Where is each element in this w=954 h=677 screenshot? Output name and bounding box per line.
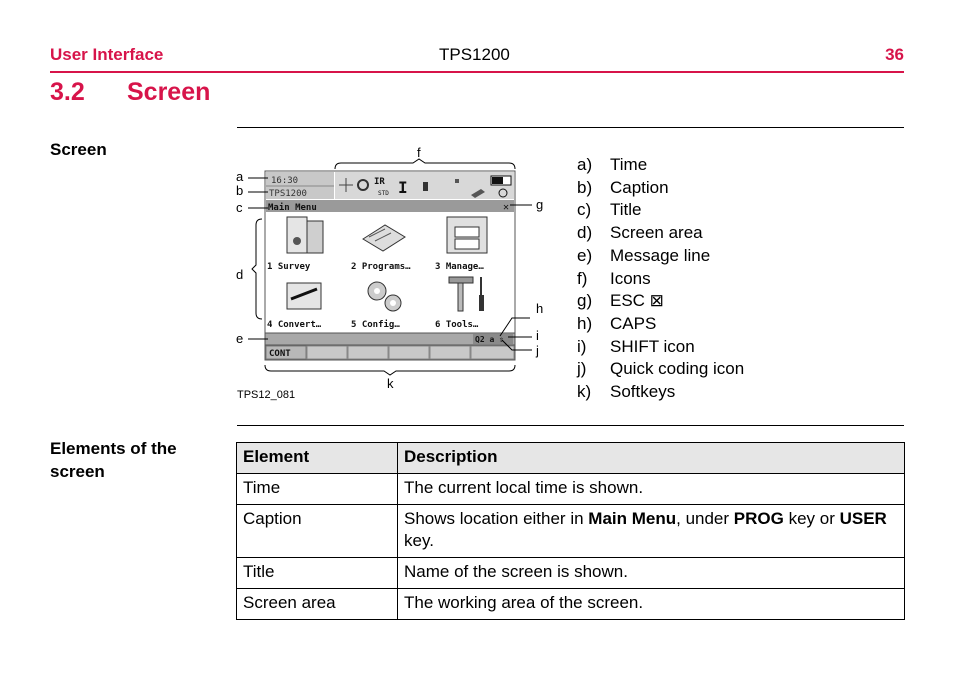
side-heading-elements: Elements of the screen: [50, 439, 177, 481]
legend-item: e) Message line: [577, 245, 711, 265]
callout-g: g: [536, 197, 544, 212]
running-header-section: User Interface: [50, 45, 164, 64]
side-heading-screen: Screen: [50, 140, 107, 159]
screen-caption: TPS1200: [269, 189, 307, 199]
softkey-3: [348, 346, 388, 359]
callout-c: c: [236, 200, 243, 215]
legend-item: b) Caption: [577, 177, 669, 197]
menu-item-4: 4 Convert…: [267, 320, 322, 330]
screen-time: 16:30: [271, 176, 299, 186]
legend-item: c) Title: [577, 200, 642, 220]
esc-icon: ✕: [503, 202, 510, 213]
svg-text:CONT: CONT: [269, 349, 291, 359]
legend-item: d) Screen area: [577, 223, 703, 243]
running-header-product: TPS1200: [439, 45, 510, 64]
legend-item: h) CAPS: [577, 313, 657, 333]
message-status: Q2 a ⇧: [475, 335, 504, 344]
screen-diagram: [230, 143, 544, 391]
table-row: [237, 505, 905, 558]
section-title: Screen: [127, 78, 211, 106]
battery-small-icon: [423, 182, 428, 191]
cell-element: Title: [237, 558, 398, 589]
column-header-description: Description: [398, 443, 905, 474]
softkey-bar: [265, 345, 515, 360]
legend-item: j) Quick coding icon: [577, 359, 745, 379]
table-row: [237, 558, 905, 589]
legend-item: k) Softkeys: [577, 382, 676, 402]
column-header-element: Element: [237, 443, 398, 474]
manage-icon: [447, 217, 487, 253]
screen-title: Main Menu: [268, 203, 317, 213]
softkey-4: [389, 346, 429, 359]
legend-item: i) SHIFT icon: [577, 336, 695, 356]
survey-icon: [287, 217, 323, 253]
table-header-row: [237, 443, 905, 474]
status-std: STD: [378, 190, 389, 197]
legend-list: [577, 154, 744, 404]
cell-description: The current local time is shown.: [398, 474, 905, 505]
callout-h: h: [536, 301, 544, 316]
callout-i: i: [536, 328, 539, 343]
softkey-5: [430, 346, 470, 359]
message-line: [265, 333, 515, 345]
section-divider: [237, 425, 904, 426]
header-rule: [50, 71, 904, 73]
callout-j: j: [536, 343, 539, 358]
menu-item-6: 6 Tools…: [435, 320, 479, 330]
legend-item: g) ESC ⊠: [577, 291, 664, 311]
cell-description: The working area of the screen.: [398, 589, 905, 620]
elements-table: [236, 442, 905, 620]
menu-item-2: 2 Programs…: [351, 262, 411, 272]
cell-element: Screen area: [237, 589, 398, 620]
callout-k: k: [387, 376, 394, 391]
callout-d: d: [236, 267, 244, 282]
callout-f: f: [417, 145, 421, 160]
convert-icon: [287, 283, 321, 309]
menu-item-3: 3 Manage…: [435, 262, 484, 272]
section-number: 3.2: [50, 78, 85, 106]
menu-item-1: 1 Survey: [267, 262, 311, 272]
menu-item-5: 5 Config…: [351, 320, 400, 330]
figure-caption: TPS12_081: [237, 389, 296, 401]
softkey-2: [307, 346, 347, 359]
callout-a: a: [236, 169, 244, 184]
callout-e: e: [236, 331, 244, 346]
softkey-6: [471, 346, 514, 359]
table-row: [237, 589, 905, 620]
cell-element: Time: [237, 474, 398, 505]
device-screen: [265, 171, 515, 337]
callout-b: b: [236, 183, 244, 198]
legend-item: a) Time: [577, 155, 648, 174]
section-divider: [237, 127, 904, 128]
legend-item: f) Icons: [577, 268, 651, 288]
cursor-i-icon: I: [398, 178, 408, 197]
page-number: 36: [885, 45, 904, 64]
cell-element: Caption: [237, 505, 398, 558]
memory-icon: [455, 179, 459, 183]
cell-description: Shows location either in Main Menu, under PROG key or USER key.: [398, 505, 905, 558]
cell-description: Name of the screen is shown.: [398, 558, 905, 589]
softkey-cont: [266, 346, 306, 359]
status-ir: IR: [374, 177, 385, 187]
table-row: [237, 474, 905, 505]
